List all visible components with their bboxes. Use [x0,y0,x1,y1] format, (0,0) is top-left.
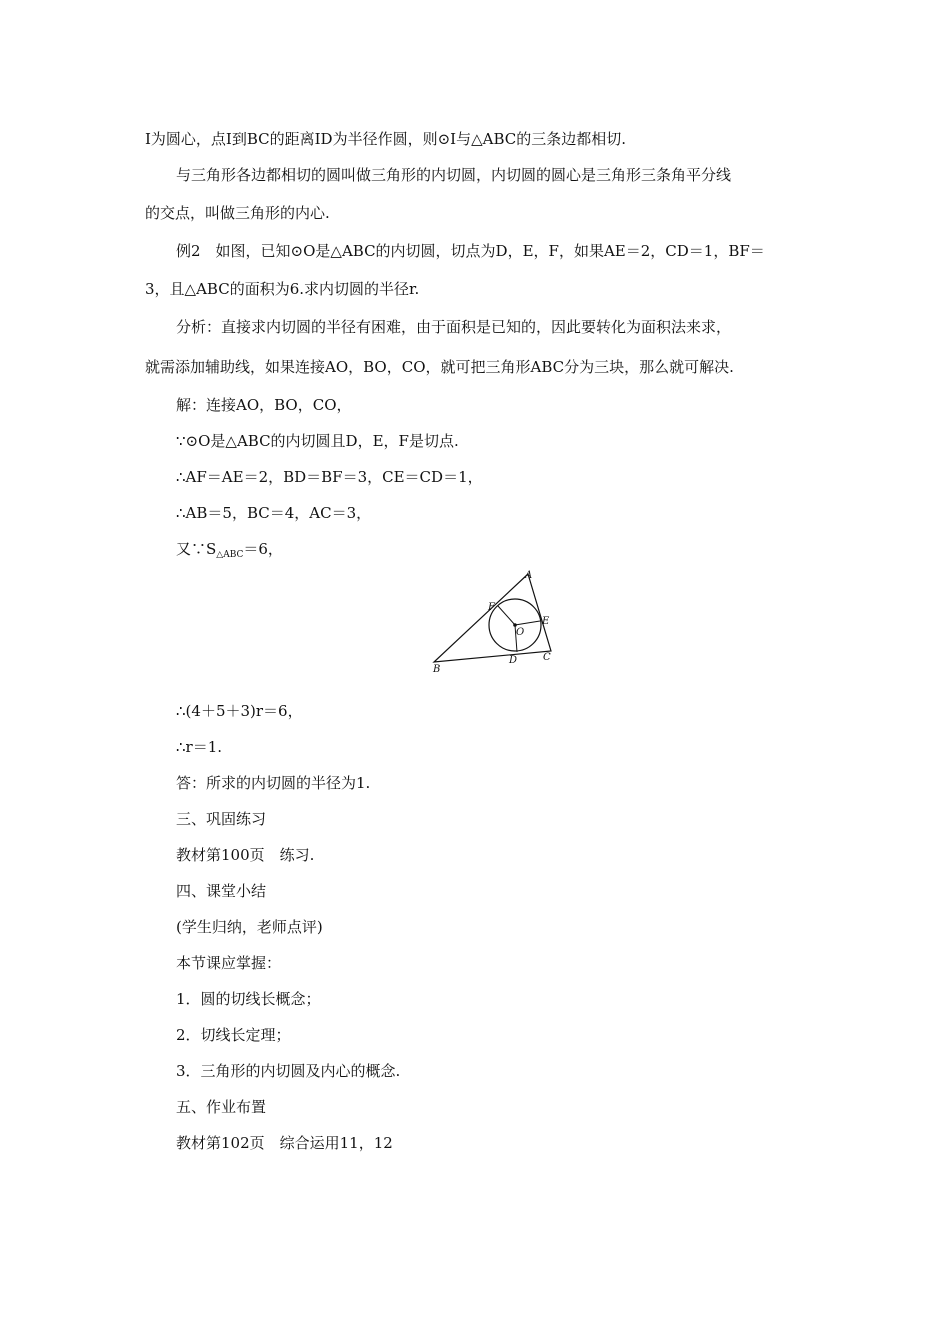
section-heading: 四、课堂小结 [176,882,267,900]
text-line: 就需添加辅助线，如果连接AO，BO，CO，就可把三角形ABC分为三块，那么就可解决. [145,358,734,376]
section-heading: 五、作业布置 [176,1098,267,1116]
solution-line: ∴r＝1. [176,738,223,756]
text-line: 3，且△ABC的面积为6.求内切圆的半径r. [145,280,420,298]
incircle-figure [420,566,560,678]
list-item: 3．三角形的内切圆及内心的概念. [176,1062,401,1080]
radius-of [498,606,515,625]
area-prefix: 又∵S [176,540,217,558]
text-line: 与三角形各边都相切的圆叫做三角形的内切圆，内切圆的圆心是三角形三条角平分线 [176,166,732,184]
analysis-line: 分析：直接求内切圆的半径有困难，由于面积是已知的，因此要转化为面积法来求， [176,318,732,336]
label-a: A [525,570,533,581]
solution-line: 解：连接AO，BO，CO， [176,396,352,414]
solution-line: ∵⊙O是△ABC的内切圆且D，E，F是切点. [176,432,459,450]
area-subscript: △ABC [216,550,244,560]
solution-line: ∴(4＋5＋3)r＝6， [176,702,303,720]
label-d: D [509,655,518,666]
triangle-abc [434,574,551,662]
label-o: O [516,627,525,638]
text-line: 本节课应掌握： [176,954,282,972]
solution-line: ∴AF＝AE＝2，BD＝BF＝3，CE＝CD＝1， [176,468,483,486]
text-line: I为圆心，点I到BC的距离ID为半径作圆，则⊙I与△ABC的三条边都相切. [145,130,626,148]
solution-line: ∴AB＝5，BC＝4，AC＝3， [176,504,372,522]
text-line: (学生归纳，老师点评) [176,918,323,936]
text-line: 教材第102页 综合运用11，12 [176,1134,393,1152]
label-f: F [488,602,495,613]
label-b: B [433,664,441,675]
label-e: E [542,616,550,627]
example-title: 例2 如图，已知⊙O是△ABC的内切圆，切点为D，E，F，如果AE＝2，CD＝1，BF＝ [176,242,765,260]
radius-oe [515,621,540,625]
area-line [176,539,283,565]
text-line: 教材第100页 练习. [176,846,315,864]
answer-line: 答：所求的内切圆的半径为1. [176,774,371,792]
section-heading: 三、巩固练习 [176,810,267,828]
list-item: 2．切线长定理； [176,1026,291,1044]
list-item: 1．圆的切线长概念； [176,990,321,1008]
text-line: 的交点，叫做三角形的内心. [145,204,330,222]
area-suffix: ＝6， [243,540,283,558]
label-c: C [543,652,551,663]
